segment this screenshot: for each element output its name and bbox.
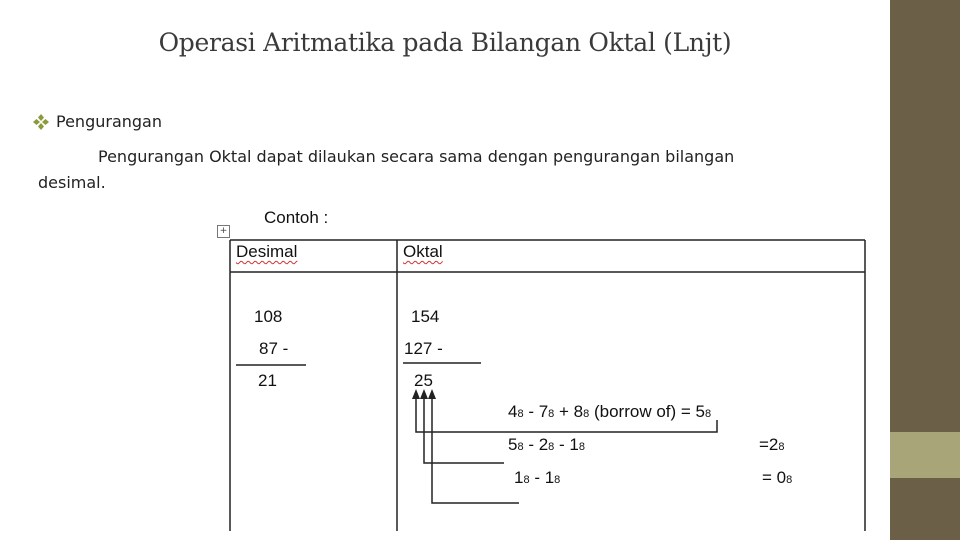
column-header-desimal: Desimal — [236, 242, 298, 261]
arrow-line-1 — [432, 394, 519, 503]
desimal-minuend: 108 — [254, 307, 283, 326]
oktal-subtrahend: 127 - — [404, 339, 443, 358]
diamond-bullet-icon — [32, 113, 50, 131]
table-move-handle-icon: + — [217, 225, 230, 238]
example-figure — [214, 206, 876, 531]
column-header-oktal: Oktal — [403, 242, 443, 261]
bullet-label: Pengurangan — [56, 112, 162, 131]
arrow-line-2 — [424, 394, 504, 463]
example-heading: Contoh : — [264, 208, 329, 227]
side-accent — [890, 432, 960, 478]
slide-title: Operasi Aritmatika pada Bilangan Oktal (Lnjt) — [158, 28, 732, 57]
step-row-1: 48 - 78 + 88 (borrow of) = 58 — [508, 402, 712, 421]
step-row-2-result: =28 — [759, 435, 785, 454]
step-row-3: 18 - 18 — [514, 468, 561, 487]
desimal-subtrahend: 87 - — [259, 339, 289, 358]
oktal-minuend: 154 — [411, 307, 440, 326]
bullet-row — [32, 112, 162, 131]
oktal-result: 25 — [414, 371, 433, 390]
body-text — [38, 144, 828, 196]
step-row-2: 58 - 28 - 18 — [508, 435, 585, 454]
body-line-2: desimal. — [38, 173, 106, 192]
desimal-result: 21 — [258, 371, 277, 390]
body-line-1: Pengurangan Oktal dapat dilaukan secara sama dengan pengurangan bilangan — [98, 147, 735, 166]
step-row-3-result: = 08 — [762, 468, 793, 487]
